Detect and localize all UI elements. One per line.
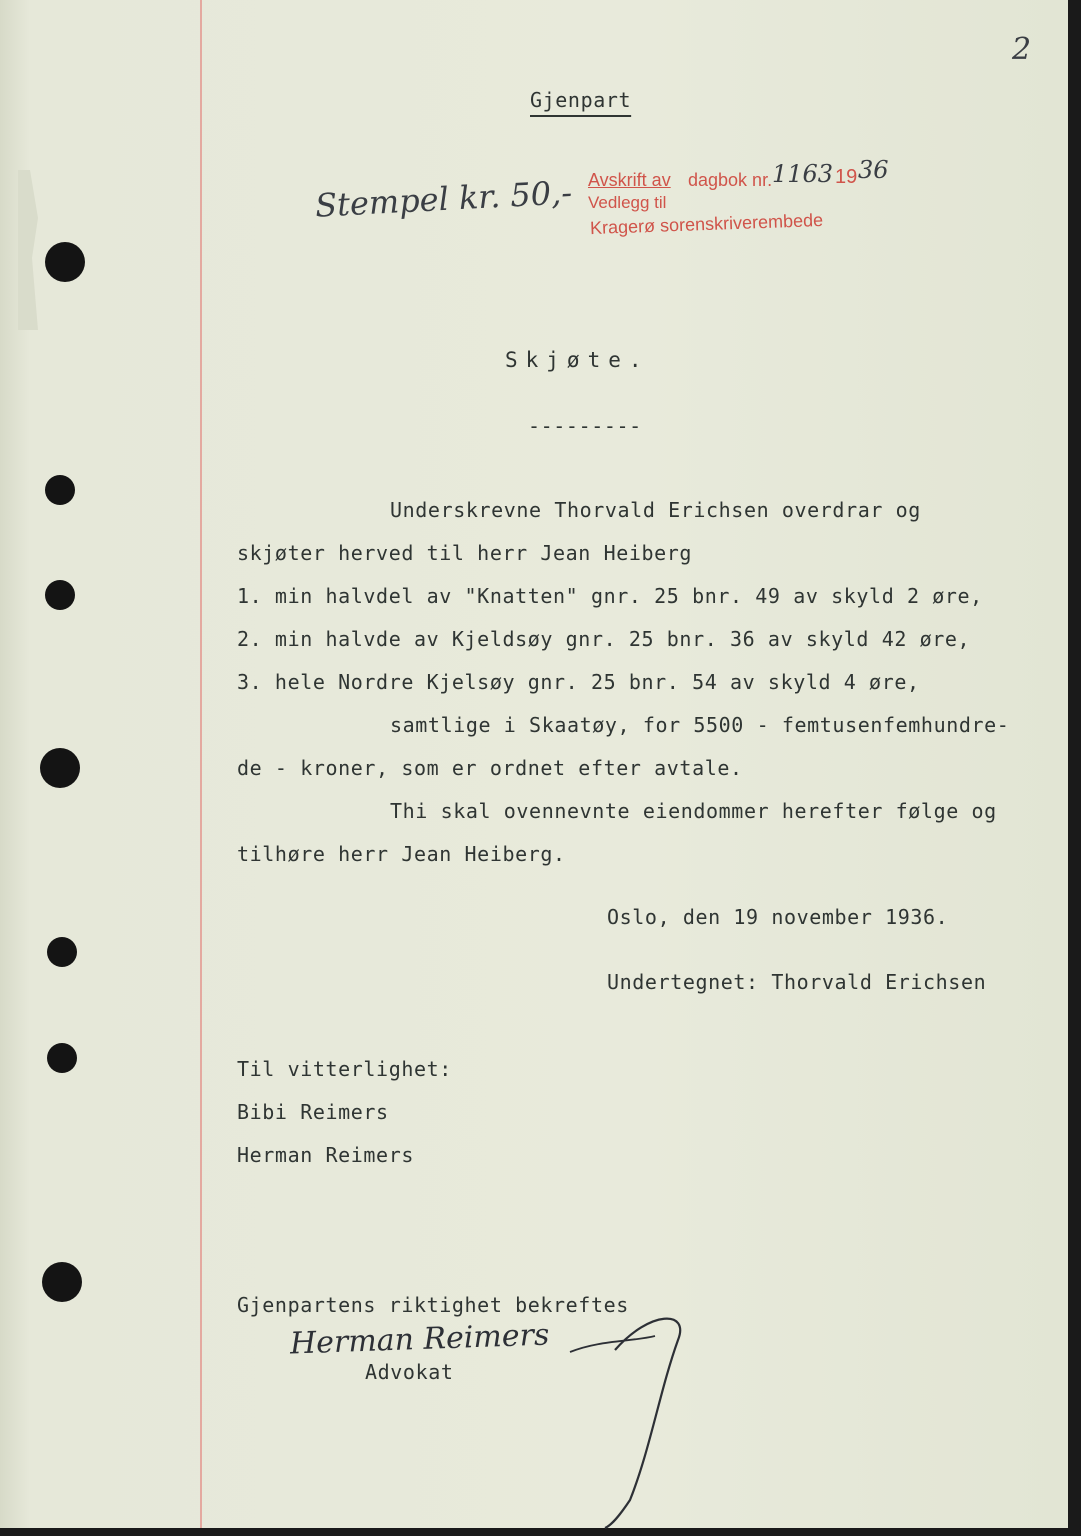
punch-hole	[40, 748, 80, 788]
body-line: de - kroner, som er ordnet efter avtale.	[237, 756, 743, 780]
certification-line: Gjenpartens riktighet bekreftes	[237, 1293, 629, 1317]
stamp-dagbok-number: 1163	[772, 160, 834, 188]
punch-hole	[47, 1043, 77, 1073]
body-line: samtlige i Skaatøy, for 5500 - femtusenfemhundre-	[390, 713, 1010, 737]
stamp-vedlegg: Vedlegg til	[588, 193, 667, 212]
signature-flourish	[560, 1300, 700, 1530]
punch-hole	[42, 1262, 82, 1302]
torn-edge	[18, 170, 38, 330]
body-line: Underskrevne Thorvald Erichsen overdrar og	[390, 498, 921, 522]
punch-hole	[45, 580, 75, 610]
witness-label: Til vitterlighet:	[237, 1057, 452, 1081]
title-separator: ---------	[528, 414, 642, 438]
place-date: Oslo, den 19 november 1936.	[607, 905, 949, 929]
punch-hole	[47, 937, 77, 967]
margin-rule	[200, 0, 202, 1528]
heading-gjenpart: Gjenpart	[530, 88, 632, 112]
signer-title: Advokat	[365, 1360, 454, 1384]
body-line: Thi skal ovennevnte eiendommer herefter følge og	[390, 799, 997, 823]
handwritten-stamp-fee: Stempel kr. 50,-	[314, 173, 573, 225]
punch-hole	[45, 242, 85, 282]
punch-hole	[45, 475, 75, 505]
body-line: skjøter herved til herr Jean Heiberg	[237, 541, 693, 565]
page-number: 2	[1012, 32, 1032, 67]
stamp-year-suffix: 36	[858, 156, 889, 184]
body-line: 3. hele Nordre Kjelsøy gnr. 25 bnr. 54 av skyld 4 øre,	[237, 670, 920, 694]
body-line: tilhøre herr Jean Heiberg.	[237, 842, 566, 866]
stamp-office: Kragerø sorenskriverembede	[589, 209, 824, 239]
stamp-year-prefix: 19	[835, 166, 858, 188]
stamp-dagbok-label: dagbok nr.	[688, 170, 773, 190]
witness-name: Bibi Reimers	[237, 1100, 389, 1124]
witness-name: Herman Reimers	[237, 1143, 414, 1167]
body-line: 1. min halvdel av "Knatten" gnr. 25 bnr. 49 av skyld 2 øre,	[237, 584, 983, 608]
stamp-avskrift: Avskrift av	[588, 170, 671, 190]
document-title: Skjøte.	[505, 348, 650, 372]
handwritten-signature: Herman Reimers	[289, 1317, 550, 1362]
body-line: 2. min halvde av Kjeldsøy gnr. 25 bnr. 36 av skyld 42 øre,	[237, 627, 971, 651]
signed-by: Undertegnet: Thorvald Erichsen	[607, 970, 987, 994]
